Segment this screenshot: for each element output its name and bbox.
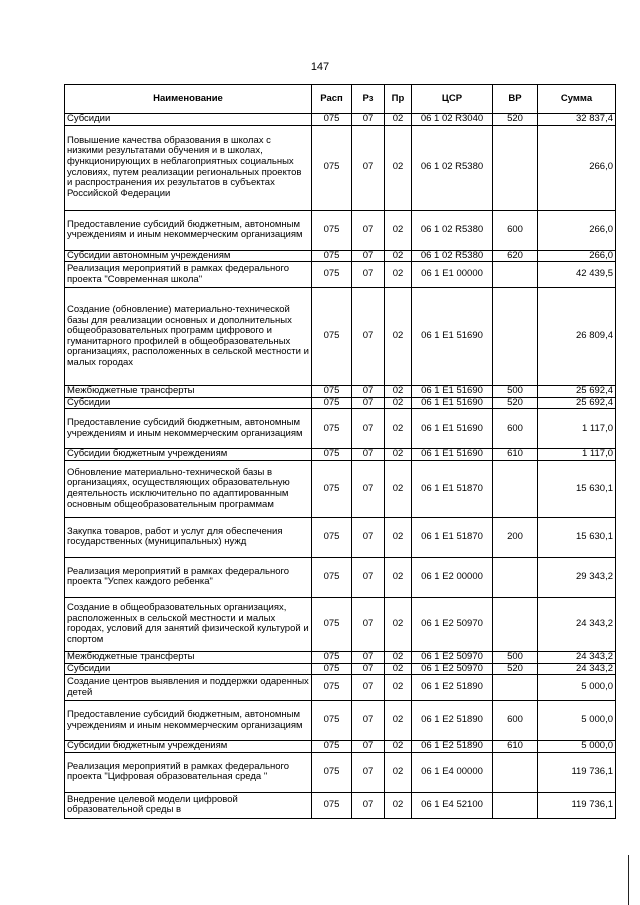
- cell-name: Создание центров выявления и поддержки одаренных детей: [65, 675, 312, 701]
- cell-name: Реализация мероприятий в рамках федерального проекта "Современная школа": [65, 262, 312, 288]
- cell-csr: 06 1 E1 51870: [412, 517, 493, 557]
- table-row: [65, 449, 616, 461]
- cell-pr: 02: [385, 752, 412, 792]
- cell-sum: 32 837,4: [538, 114, 616, 126]
- cell-rz: 07: [352, 651, 385, 663]
- cell-pr: 02: [385, 288, 412, 386]
- cell-name: Субсидии: [65, 397, 312, 409]
- table-row: [65, 792, 616, 818]
- cell-sum: 1 117,0: [538, 409, 616, 449]
- cell-name: Межбюджетные трансферты: [65, 651, 312, 663]
- table-row: [65, 397, 616, 409]
- cell-name: Закупка товаров, работ и услуг для обеспечения государственных (муниципальных) нужд: [65, 517, 312, 557]
- table-row: [65, 210, 616, 250]
- cell-sum: 15 630,1: [538, 460, 616, 517]
- cell-rz: 07: [352, 262, 385, 288]
- cell-csr: 06 1 02 R3040: [412, 114, 493, 126]
- table-row: [65, 288, 616, 386]
- cell-rz: 07: [352, 675, 385, 701]
- cell-name: Субсидии бюджетным учреждениям: [65, 741, 312, 753]
- table-row: [65, 597, 616, 651]
- header-sum: Сумма: [538, 85, 616, 114]
- cell-rasp: 075: [312, 250, 352, 262]
- header-row: [65, 85, 616, 114]
- cell-sum: 25 692,4: [538, 386, 616, 398]
- table-row: [65, 517, 616, 557]
- cell-vr: 520: [493, 114, 538, 126]
- table-row: [65, 752, 616, 792]
- cell-csr: 06 1 02 R5380: [412, 125, 493, 210]
- cell-name: Предоставление субсидий бюджетным, автономным учреждениям и иным некоммерческим организациям: [65, 409, 312, 449]
- cell-sum: 119 736,1: [538, 752, 616, 792]
- cell-csr: 06 1 E1 51690: [412, 288, 493, 386]
- cell-rasp: 075: [312, 409, 352, 449]
- table-row: [65, 701, 616, 741]
- cell-pr: 02: [385, 262, 412, 288]
- cell-pr: 02: [385, 114, 412, 126]
- cell-vr: 600: [493, 210, 538, 250]
- cell-pr: 02: [385, 651, 412, 663]
- table-row: [65, 460, 616, 517]
- cell-name: Обновление материально-технической базы в организациях, осуществляющих образовательную деятельность исключительно по адаптированным основным общеобразовательным программам: [65, 460, 312, 517]
- cell-rz: 07: [352, 449, 385, 461]
- cell-vr: [493, 752, 538, 792]
- budget-table: [64, 84, 616, 819]
- cell-vr: 600: [493, 409, 538, 449]
- cell-rz: 07: [352, 125, 385, 210]
- cell-rz: 07: [352, 397, 385, 409]
- cell-vr: [493, 262, 538, 288]
- cell-vr: [493, 288, 538, 386]
- cell-rasp: 075: [312, 701, 352, 741]
- cell-sum: 24 343,2: [538, 651, 616, 663]
- cell-vr: 600: [493, 701, 538, 741]
- header-rz: Рз: [352, 85, 385, 114]
- cell-name: Реализация мероприятий в рамках федерального проекта "Цифровая образовательная среда ": [65, 752, 312, 792]
- cell-rz: 07: [352, 409, 385, 449]
- cell-csr: 06 1 E1 51870: [412, 460, 493, 517]
- cell-name: Межбюджетные трансферты: [65, 386, 312, 398]
- cell-pr: 02: [385, 449, 412, 461]
- cell-vr: 500: [493, 651, 538, 663]
- cell-sum: 26 809,4: [538, 288, 616, 386]
- table-row: [65, 250, 616, 262]
- cell-vr: [493, 125, 538, 210]
- cell-csr: 06 1 E2 00000: [412, 557, 493, 597]
- cell-vr: [493, 597, 538, 651]
- cell-pr: 02: [385, 517, 412, 557]
- cell-vr: 520: [493, 397, 538, 409]
- cell-csr: 06 1 E2 51890: [412, 675, 493, 701]
- cell-pr: 02: [385, 741, 412, 753]
- table-row: [65, 386, 616, 398]
- cell-vr: 610: [493, 449, 538, 461]
- header-pr: Пр: [385, 85, 412, 114]
- cell-pr: 02: [385, 557, 412, 597]
- cell-name: Предоставление субсидий бюджетным, автономным учреждениям и иным некоммерческим организациям: [65, 210, 312, 250]
- cell-rz: 07: [352, 663, 385, 675]
- cell-pr: 02: [385, 792, 412, 818]
- cell-name: Реализация мероприятий в рамках федерального проекта "Успех каждого ребенка": [65, 557, 312, 597]
- cell-sum: 42 439,5: [538, 262, 616, 288]
- cell-pr: 02: [385, 675, 412, 701]
- cell-csr: 06 1 E2 51890: [412, 701, 493, 741]
- header-rasp: Расп: [312, 85, 352, 114]
- cell-vr: 620: [493, 250, 538, 262]
- cell-rasp: 075: [312, 597, 352, 651]
- cell-csr: 06 1 02 R5380: [412, 250, 493, 262]
- cell-rasp: 075: [312, 752, 352, 792]
- cell-pr: 02: [385, 460, 412, 517]
- table-row: [65, 651, 616, 663]
- cell-name: Создание (обновление) материально-технической базы для реализации основных и дополнительных общеобразовательных программ цифрового и гуманитарного профилей в общеобразовательных организациях, расположенных в сельской местности и малых городах: [65, 288, 312, 386]
- page-number: 147: [310, 61, 330, 73]
- table-body: [65, 114, 616, 819]
- cell-pr: 02: [385, 250, 412, 262]
- cell-name: Субсидии: [65, 663, 312, 675]
- cell-rasp: 075: [312, 262, 352, 288]
- cell-sum: 119 736,1: [538, 792, 616, 818]
- cell-rz: 07: [352, 741, 385, 753]
- table-row: [65, 125, 616, 210]
- cell-name: Субсидии бюджетным учреждениям: [65, 449, 312, 461]
- cell-rasp: 075: [312, 449, 352, 461]
- cell-csr: 06 1 E2 50970: [412, 651, 493, 663]
- cell-rasp: 075: [312, 125, 352, 210]
- cell-vr: [493, 460, 538, 517]
- cell-sum: 25 692,4: [538, 397, 616, 409]
- cell-rasp: 075: [312, 651, 352, 663]
- cell-name: Субсидии автономным учреждениям: [65, 250, 312, 262]
- cell-rz: 07: [352, 517, 385, 557]
- header-vr: ВР: [493, 85, 538, 114]
- cell-rasp: 075: [312, 663, 352, 675]
- cell-rasp: 075: [312, 210, 352, 250]
- cell-sum: 24 343,2: [538, 597, 616, 651]
- cell-vr: 500: [493, 386, 538, 398]
- cell-pr: 02: [385, 386, 412, 398]
- cell-rz: 07: [352, 114, 385, 126]
- cell-csr: 06 1 E4 52100: [412, 792, 493, 818]
- cell-name: Создание в общеобразовательных организациях, расположенных в сельской местности и малых городах, условий для занятий физической культурой и спортом: [65, 597, 312, 651]
- cell-sum: 1 117,0: [538, 449, 616, 461]
- cell-vr: [493, 557, 538, 597]
- cell-pr: 02: [385, 597, 412, 651]
- cell-rasp: 075: [312, 386, 352, 398]
- cell-vr: 520: [493, 663, 538, 675]
- cell-csr: 06 1 E4 00000: [412, 752, 493, 792]
- cell-vr: [493, 675, 538, 701]
- cell-sum: 5 000,0: [538, 675, 616, 701]
- cell-rasp: 075: [312, 557, 352, 597]
- cell-rasp: 075: [312, 288, 352, 386]
- cell-csr: 06 1 02 R5380: [412, 210, 493, 250]
- cell-pr: 02: [385, 409, 412, 449]
- table-row: [65, 663, 616, 675]
- cell-sum: 29 343,2: [538, 557, 616, 597]
- cell-sum: 5 000,0: [538, 741, 616, 753]
- cell-rasp: 075: [312, 460, 352, 517]
- table-row: [65, 741, 616, 753]
- cell-rasp: 075: [312, 741, 352, 753]
- cell-rasp: 075: [312, 397, 352, 409]
- cell-csr: 06 1 E1 00000: [412, 262, 493, 288]
- cell-pr: 02: [385, 210, 412, 250]
- cell-pr: 02: [385, 663, 412, 675]
- cell-vr: 610: [493, 741, 538, 753]
- cell-rz: 07: [352, 288, 385, 386]
- cell-csr: 06 1 E1 51690: [412, 397, 493, 409]
- cell-csr: 06 1 E1 51690: [412, 409, 493, 449]
- table-header: [65, 85, 616, 114]
- cell-csr: 06 1 E2 50970: [412, 663, 493, 675]
- page-edge-mark: [628, 855, 629, 905]
- cell-rz: 07: [352, 752, 385, 792]
- cell-rasp: 075: [312, 675, 352, 701]
- cell-sum: 266,0: [538, 250, 616, 262]
- cell-csr: 06 1 E1 51690: [412, 386, 493, 398]
- cell-sum: 266,0: [538, 210, 616, 250]
- cell-sum: 15 630,1: [538, 517, 616, 557]
- cell-pr: 02: [385, 397, 412, 409]
- cell-sum: 266,0: [538, 125, 616, 210]
- header-csr: ЦСР: [412, 85, 493, 114]
- cell-sum: 24 343,2: [538, 663, 616, 675]
- cell-name: Внедрение целевой модели цифровой образовательной среды в: [65, 792, 312, 818]
- cell-name: Предоставление субсидий бюджетным, автономным учреждениям и иным некоммерческим организациям: [65, 701, 312, 741]
- cell-rz: 07: [352, 557, 385, 597]
- cell-rz: 07: [352, 250, 385, 262]
- cell-rasp: 075: [312, 792, 352, 818]
- cell-sum: 5 000,0: [538, 701, 616, 741]
- table-row: [65, 557, 616, 597]
- cell-vr: [493, 792, 538, 818]
- table-row: [65, 675, 616, 701]
- cell-name: Повышение качества образования в школах с низкими результатами обучения и в школах, функционирующих в неблагоприятных социальных условиях, путем реализации региональных проектов и распространения их результатов в субъектах Российской Федерации: [65, 125, 312, 210]
- table-row: [65, 262, 616, 288]
- cell-rasp: 075: [312, 114, 352, 126]
- cell-rz: 07: [352, 460, 385, 517]
- cell-vr: 200: [493, 517, 538, 557]
- cell-rz: 07: [352, 701, 385, 741]
- header-name: Наименование: [65, 85, 312, 114]
- cell-rz: 07: [352, 210, 385, 250]
- table-row: [65, 409, 616, 449]
- cell-rz: 07: [352, 386, 385, 398]
- cell-pr: 02: [385, 701, 412, 741]
- cell-rz: 07: [352, 792, 385, 818]
- cell-csr: 06 1 E2 51890: [412, 741, 493, 753]
- cell-csr: 06 1 E1 51690: [412, 449, 493, 461]
- cell-rasp: 075: [312, 517, 352, 557]
- table-row: [65, 114, 616, 126]
- cell-pr: 02: [385, 125, 412, 210]
- cell-name: Субсидии: [65, 114, 312, 126]
- cell-csr: 06 1 E2 50970: [412, 597, 493, 651]
- cell-rz: 07: [352, 597, 385, 651]
